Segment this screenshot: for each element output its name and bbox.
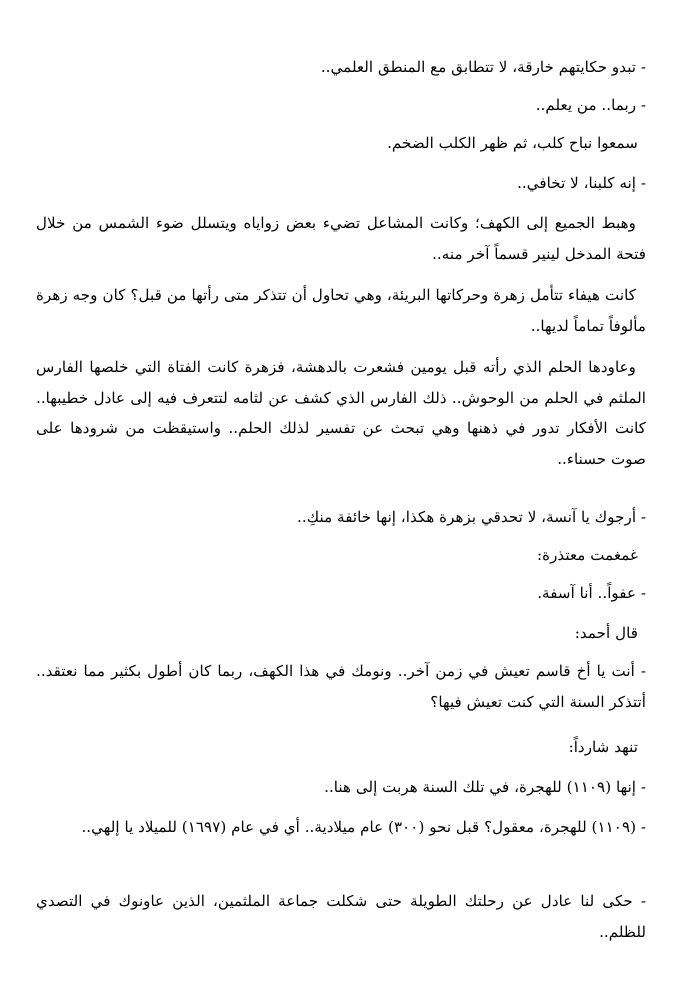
paragraph-6: كانت هيفاء تتأمل زهرة وحركاتها البريئة، وهي تحاول أن تتذكر متى رأتها من قبل؟ كان وجه زهرة مألوفاً تماماً لديها.. — [36, 286, 646, 335]
paragraph-10: - عفواً.. أنا آسفة. — [537, 584, 646, 602]
paragraph-16: - حكى لنا عادل عن رحلتك الطويلة حتى شكلت جماعة الملثمين، الذين عاونوك في التصدي للظلم.. — [36, 892, 646, 941]
paragraph-14: - إنها (١١٠٩) للهجرة، في تلك السنة هربت إلى هنا.. — [324, 778, 646, 796]
paragraph-7: وعاودها الحلم الذي رأته قبل يومين فشعرت بالدهشة، فزهرة كانت الفتاة التي خلصها الفارس الملثم في الحلم من الوحوش.. ذلك الفارس الذي كشف عن لثامه لتتعرف فيه إلى عادل خطيبها.. كانت الأفكار تدور في ذهنها وهي تبحث عن تفسير لذلك الحلم.. واستيقظت من شرودها على صوت حسناء.. — [36, 358, 646, 468]
paragraph-11: قال أحمد: — [574, 624, 638, 642]
paragraph-3: سمعوا نباح كلب، ثم ظهر الكلب الضخم. — [387, 134, 638, 152]
paragraph-8: - أرجوك يا آنسة، لا تحدقي بزهرة هكذا، إنها خائفة منكِ.. — [297, 508, 646, 526]
paragraph-4: - إنه كلبنا، لا تخافي.. — [517, 174, 646, 192]
paragraph-9: غمغمت معتذرة: — [537, 546, 638, 564]
paragraph-13: تنهد شارداً: — [568, 738, 638, 756]
paragraph-15: - (١١٠٩) للهجرة، معقول؟ قبل نحو (٣٠٠) عام ميلادية.. أي في عام (١٦٩٧) للميلاد يا إلهي.. — [81, 818, 646, 836]
paragraph-2: - ربما.. من يعلم.. — [535, 96, 646, 114]
paragraph-12: - أنت يا أخ قاسم تعيش في زمن آخر.. ونومك في هذا الكهف، ربما كان أطول بكثير مما نعتقد.. أتتذكر السنة التي كنت تعيش فيها؟ — [36, 662, 646, 711]
paragraph-5: وهبط الجميع إلى الكهف؛ وكانت المشاعل تضيء بعض زواياه ويتسلل ضوء الشمس من خلال فتحة المدخل لينير قسماً آخر منه.. — [36, 214, 646, 263]
paragraph-1: - تبدو حكايتهم خارقة، لا تتطابق مع المنطق العلمي.. — [320, 58, 646, 76]
